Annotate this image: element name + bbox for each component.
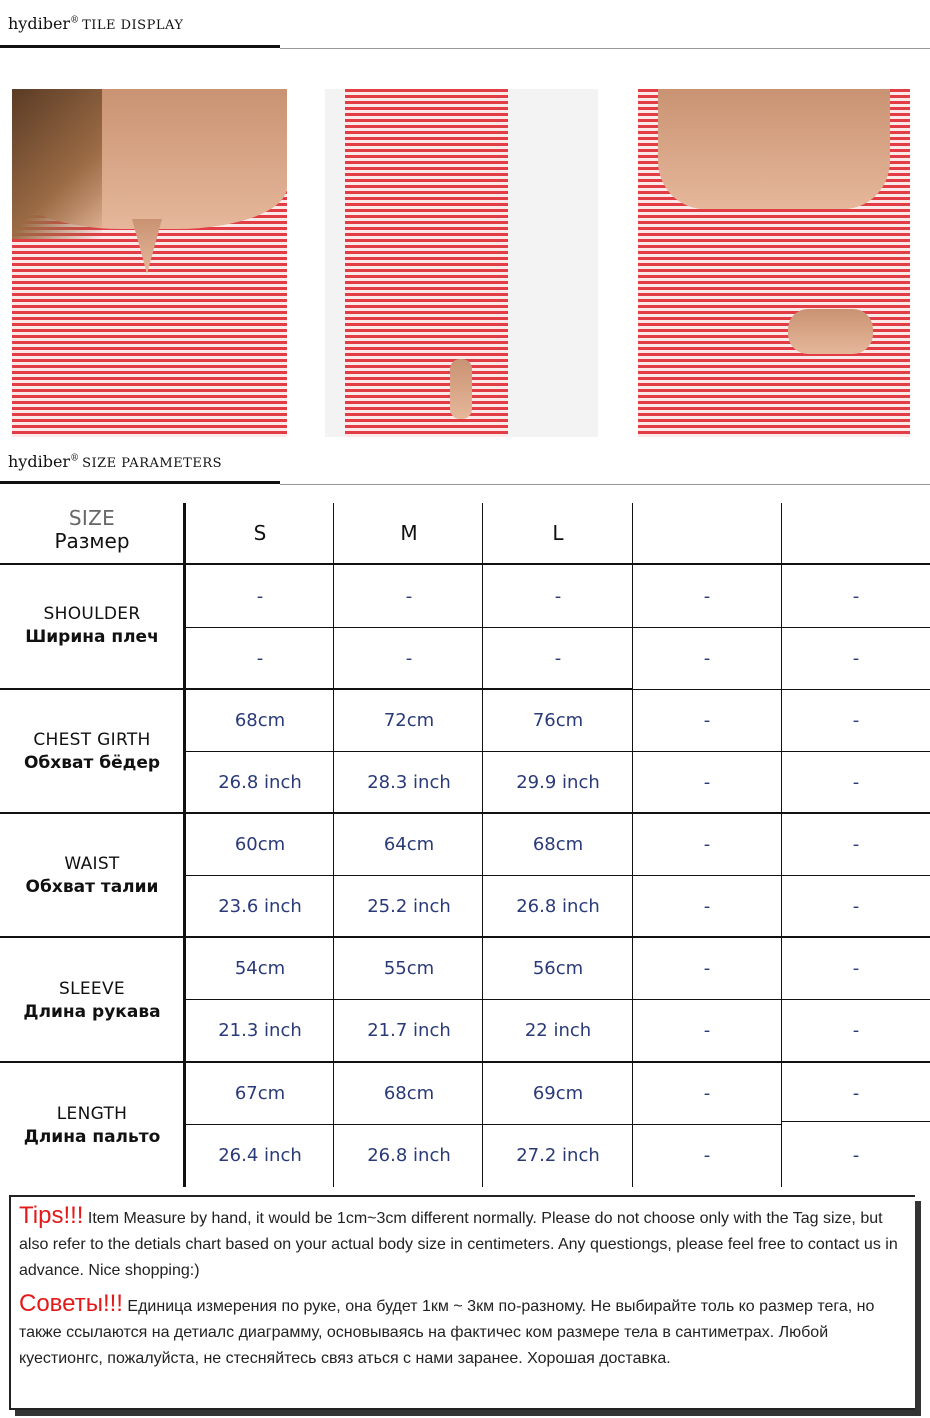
row-label-en: SLEEVE [59, 979, 125, 999]
row-label-ru: Обхват талии [25, 877, 159, 897]
value-cell: 69cm [532, 1082, 584, 1104]
row-label-en: LENGTH [56, 1104, 128, 1124]
brand-title [8, 452, 222, 471]
value-cell: - [852, 1019, 860, 1041]
tips-box [9, 1195, 915, 1410]
value-cell: - [852, 895, 860, 917]
value-cell: 76cm [532, 709, 584, 731]
hand [450, 359, 472, 419]
value-cell: 25.2 inch [367, 895, 451, 917]
table-divider [184, 1124, 782, 1125]
size-col-header: L [552, 521, 564, 545]
table-divider [184, 999, 930, 1000]
value-cell: - [554, 647, 562, 669]
table-divider [333, 503, 334, 1187]
row-label-chest-girth [0, 729, 184, 775]
value-cell: - [703, 1019, 711, 1041]
header-underline [0, 45, 280, 48]
row-label-shoulder [0, 603, 184, 649]
value-cell: 68cm [383, 1082, 435, 1104]
value-cell: 56cm [532, 957, 584, 979]
header-rule [280, 48, 930, 49]
value-cell: 23.6 inch [218, 895, 302, 917]
row-label-en: CHEST GIRTH [33, 730, 151, 750]
value-cell: 21.7 inch [367, 1019, 451, 1041]
table-divider [183, 503, 186, 1187]
value-cell: 26.4 inch [218, 1144, 302, 1166]
product-photo-front [12, 89, 287, 437]
registered-mark: ® [70, 15, 80, 26]
table-divider [0, 812, 930, 814]
table-divider [184, 875, 930, 876]
size-header-en: SIZE [68, 506, 116, 530]
value-cell: - [852, 1082, 860, 1104]
value-cell: 27.2 inch [516, 1144, 600, 1166]
section-subtitle: SIZE PARAMETERS [82, 456, 223, 471]
value-cell: - [405, 585, 413, 607]
tile-display-header [0, 0, 930, 40]
brand-title [8, 14, 183, 33]
table-divider [0, 1061, 930, 1063]
tips-title-en: Tips!!! [19, 1202, 84, 1229]
value-cell: 21.3 inch [218, 1019, 302, 1041]
tips-text-en: Item Measure by hand, it would be 1cm~3cm different normally. Please do not choose only with the Tag size, but also refer to the detials chart based on your actual body size in centimeters. Any questiongs, please feel free to contact us in advance. Nice shopping:) [19, 1210, 898, 1279]
table-divider [782, 1121, 930, 1122]
value-cell: 26.8 inch [218, 771, 302, 793]
table-divider [0, 563, 930, 565]
product-photo-back [638, 89, 910, 437]
value-cell: - [703, 771, 711, 793]
value-cell: - [554, 585, 562, 607]
value-cell: - [852, 957, 860, 979]
value-cell: - [703, 647, 711, 669]
table-divider [632, 503, 633, 1187]
header-underline [0, 481, 280, 484]
value-cell: 68cm [234, 709, 286, 731]
row-label-waist [0, 853, 184, 899]
value-cell: - [852, 1144, 860, 1166]
value-cell: - [703, 833, 711, 855]
value-cell: - [703, 895, 711, 917]
size-header-ru: Размер [54, 529, 130, 553]
value-cell: 55cm [383, 957, 435, 979]
value-cell: - [703, 585, 711, 607]
value-cell: 64cm [383, 833, 435, 855]
tips-title-ru: Советы!!! [19, 1290, 123, 1317]
value-cell: - [256, 585, 264, 607]
size-col-header [782, 503, 930, 563]
row-label-ru: Длина рукава [23, 1002, 161, 1022]
value-cell: - [852, 585, 860, 607]
size-header-label [0, 507, 184, 565]
tips-russian [19, 1291, 907, 1372]
row-label-sleeve [0, 978, 184, 1024]
row-label-ru: Ширина плеч [25, 627, 159, 647]
header-rule [280, 484, 930, 485]
row-label-en: SHOULDER [43, 604, 141, 624]
size-col-header: M [400, 521, 418, 545]
section-subtitle: TILE DISPLAY [82, 18, 184, 33]
tips-text-ru: Единица измерения по руке, она будет 1км ~ 3км по-разному. Не выбирайте толь ко размер тега, но также ссылаются на детиалс диаграмму, основываясь на фактичес ком размере тела в сантиметрах. Любой куестионгс, пожалуйста, не стесняйтесь связ аться с нами заранее. Хорошая доставка. [19, 1298, 875, 1367]
value-cell: - [703, 1082, 711, 1104]
hair-area [12, 89, 102, 239]
value-cell: - [405, 647, 413, 669]
value-cell: 67cm [234, 1082, 286, 1104]
value-cell: 54cm [234, 957, 286, 979]
row-label-ru: Обхват бёдер [23, 753, 161, 773]
back-skin [658, 89, 890, 209]
value-cell: 28.3 inch [367, 771, 451, 793]
size-table [0, 503, 930, 1187]
row-label-ru: Длина пальто [23, 1127, 161, 1147]
table-divider [781, 503, 782, 1187]
value-cell: 22 inch [524, 1019, 592, 1041]
value-cell: - [256, 647, 264, 669]
brand-name: hydiber [8, 452, 71, 471]
table-divider [184, 627, 930, 628]
background-edge [325, 89, 345, 437]
table-divider [632, 689, 930, 690]
value-cell: 72cm [383, 709, 435, 731]
value-cell: - [852, 771, 860, 793]
value-cell: 60cm [234, 833, 286, 855]
product-photo-sleeve [325, 89, 598, 437]
size-col-header: S [253, 521, 267, 545]
value-cell: - [852, 709, 860, 731]
row-label-en: WAIST [64, 854, 120, 874]
size-parameters-header [0, 440, 930, 480]
table-divider [184, 751, 930, 752]
value-cell: - [852, 833, 860, 855]
value-cell: 26.8 inch [516, 895, 600, 917]
background-edge [508, 89, 598, 437]
value-cell: 26.8 inch [367, 1144, 451, 1166]
value-cell: - [703, 1144, 711, 1166]
hands [788, 309, 873, 354]
value-cell: 29.9 inch [516, 771, 600, 793]
table-divider [0, 936, 930, 938]
registered-mark: ® [70, 453, 80, 464]
value-cell: 68cm [532, 833, 584, 855]
size-col-header [633, 503, 781, 563]
value-cell: - [852, 647, 860, 669]
table-divider [0, 688, 632, 690]
row-label-length [0, 1103, 184, 1149]
tips-english [19, 1203, 907, 1284]
value-cell: - [703, 709, 711, 731]
brand-name: hydiber [8, 14, 71, 33]
table-divider [482, 503, 483, 1187]
value-cell: - [703, 957, 711, 979]
